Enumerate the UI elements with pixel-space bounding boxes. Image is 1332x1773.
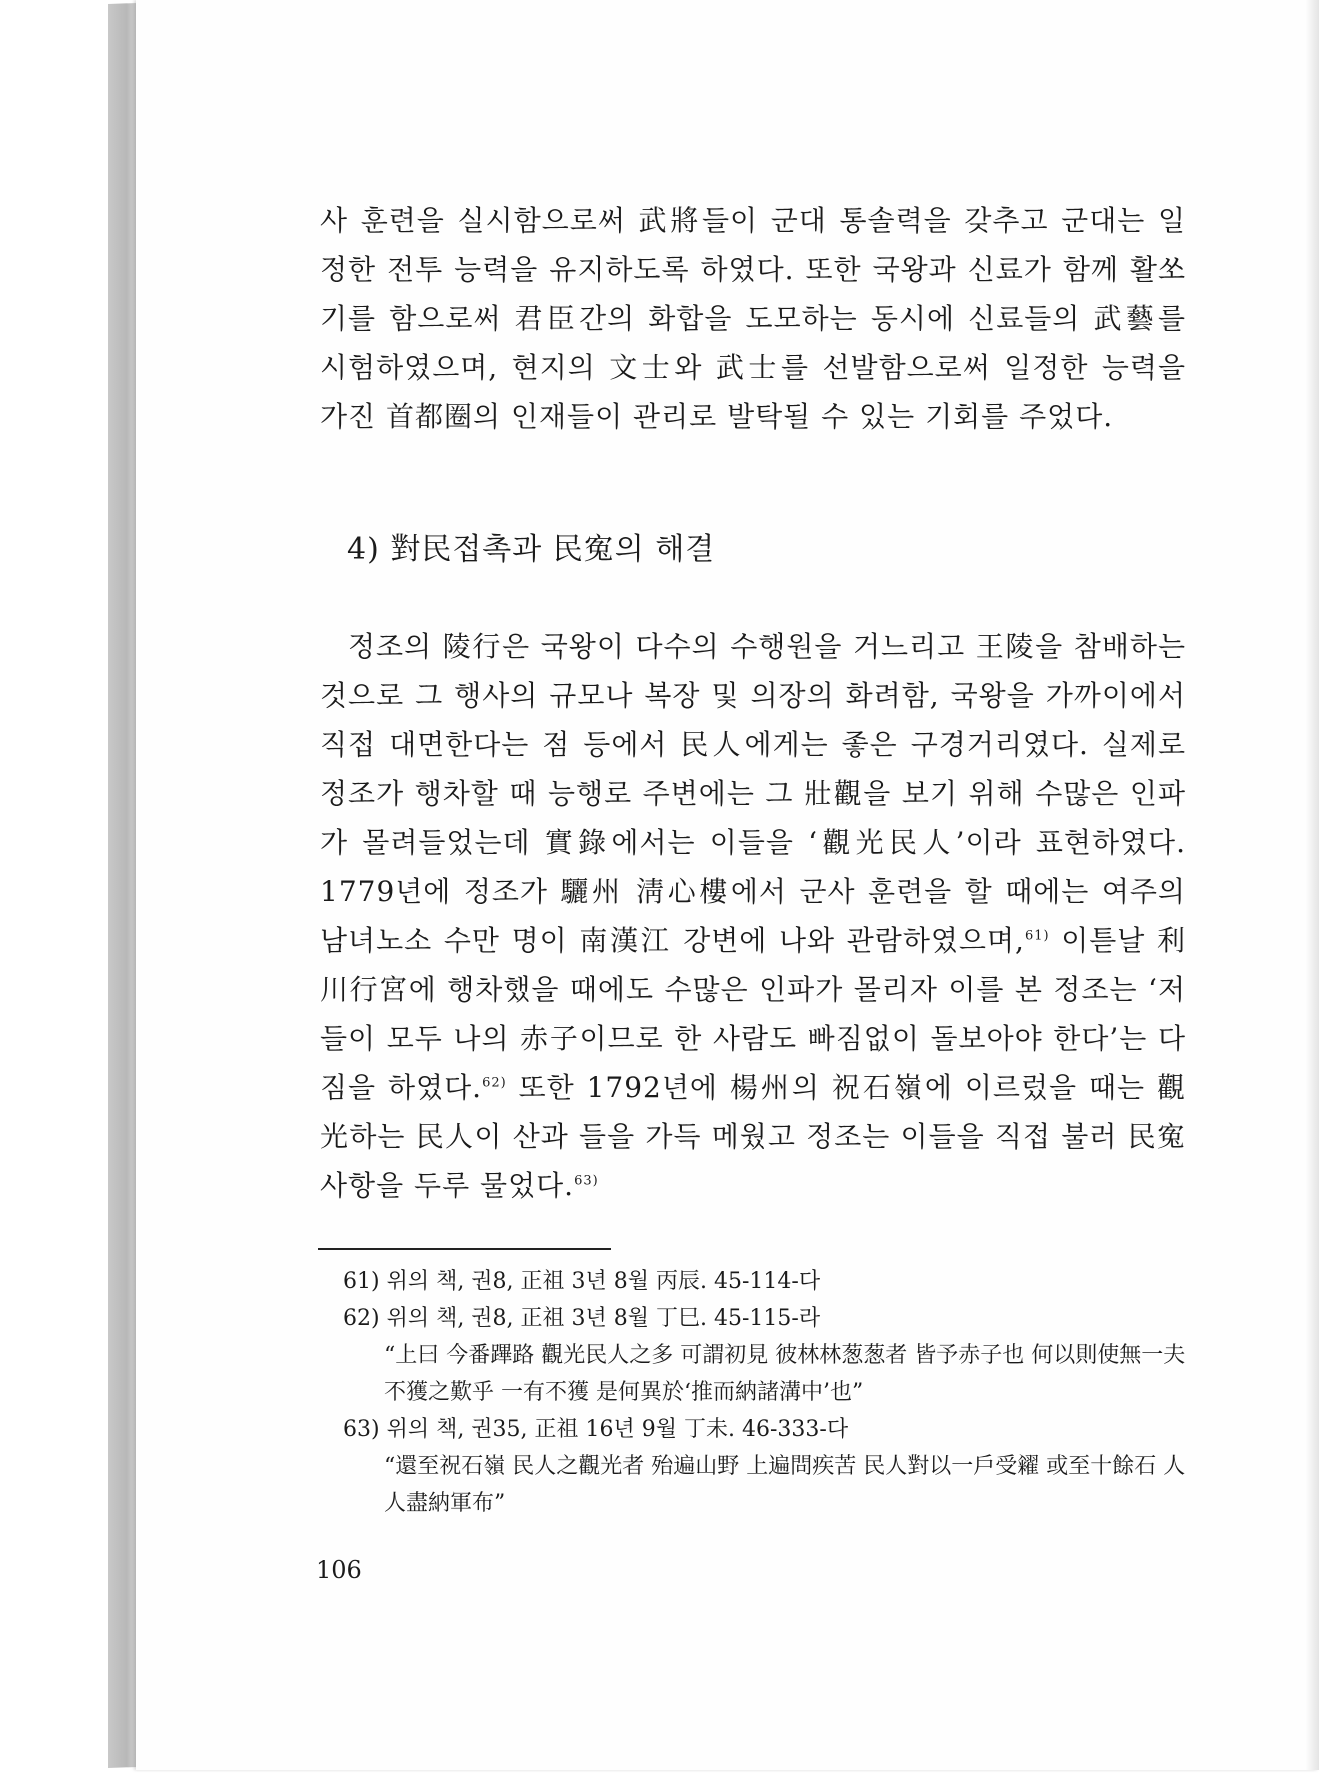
footnote-divider: [318, 1248, 611, 1250]
footnote-63: 63) 위의 책, 권35, 正祖 16년 9월 丁未. 46-333-다: [343, 1417, 849, 1442]
footnote-62-quote: “上曰 今番蹕路 觀光民人之多 可謂初見 彼林林葱葱者 皆予赤子也 何以則使無一夫不獲之歎乎 一有不獲 是何異於‘推而納諸溝中’也”: [384, 1343, 1186, 1405]
section-heading: 4) 對民접촉과 民寃의 해결: [347, 532, 716, 567]
paragraph-2-part-1: 정조의 陵行은 국왕이 다수의 수행원을 거느리고 王陵을 참배하는 것으로 그 행사의 규모나 복장 및 의장의 화려함, 국왕을 가까이에서 직접 대면한다는 점 등에서 民人에게는 좋은 구경거리였다. 실제로 정조가 행차할 때 능행로 주변에는 그 壯觀을 보기 위해 수많은 인파가 몰려들었는데 實錄에서는 이들을 ‘觀光民人’이라 표현하였다. 1779년에 정조가 驪州 淸心樓에서 군사 훈련을 할 때에는 여주의 남녀노소 수만 명이 南漢江 강변에 나와 관람하였으며,: [320, 630, 1186, 957]
paragraph-2: [320, 622, 1186, 1210]
page-number: 106: [316, 1556, 362, 1584]
footnote-ref-63: 63): [574, 1173, 599, 1189]
footnote-ref-62: 62): [482, 1075, 507, 1091]
paragraph-2-part-3: 또한 1792년에 楊州의 祝石嶺에 이르렀을 때는 觀光하는 民人이 산과 들을 가득 메웠고 정조는 이들을 직접 불러 民寃 사항을 두루 물었다.: [320, 1071, 1186, 1202]
page-shadow: [1305, 0, 1319, 1770]
footnote-63-quote: “還至祝石嶺 民人之觀光者 殆遍山野 上遍問疾苦 民人對以一戶受糴 或至十餘石 人人盡納軍布”: [384, 1454, 1186, 1516]
footnotes: [343, 1263, 1193, 1522]
paragraph-2-part-2: 이튿날 利川行宮에 행차했을 때에도 수많은 인파가 몰리자 이를 본 정조는 ‘저들이 모두 나의 赤子이므로 한 사람도 빠짐없이 돌보아야 한다’는 다짐을 하였다.: [320, 924, 1186, 1104]
footnote-61: 61) 위의 책, 권8, 正祖 3년 8월 丙辰. 45-114-다: [343, 1269, 821, 1294]
paragraph-2-text: [320, 622, 1186, 1210]
footnote-ref-61: 61): [1024, 928, 1050, 944]
paragraph-1: [320, 196, 1186, 441]
paragraph-1-text: 사 훈련을 실시함으로써 武將들이 군대 통솔력을 갖추고 군대는 일정한 전투 능력을 유지하도록 하였다. 또한 국왕과 신료가 함께 활쏘기를 함으로써 君臣간의 화합을 도모하는 동시에 신료들의 武藝를 시험하였으며, 현지의 文士와 武士를 선발함으로써 일정한 능력을 가진 首都圈의 인재들이 관리로 발탁될 수 있는 기회를 주었다.: [320, 204, 1186, 433]
footnote-62: 62) 위의 책, 권8, 正祖 3년 8월 丁巳. 45-115-라: [343, 1306, 821, 1331]
